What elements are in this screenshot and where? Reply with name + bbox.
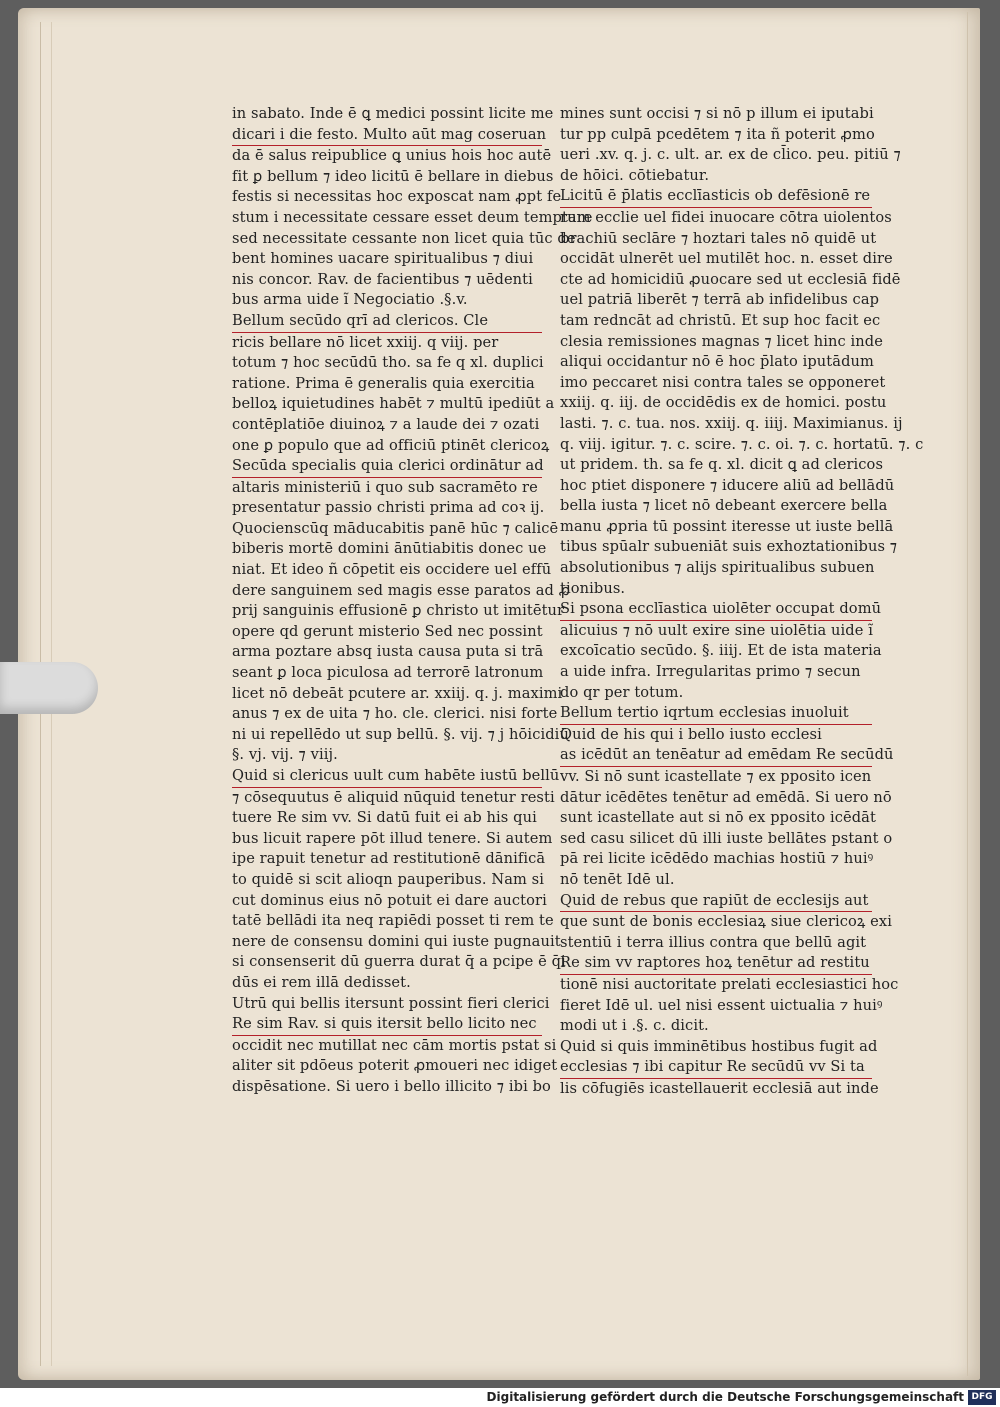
text-line: vv. Si nō sunt icastellate ⁊ ex pposito icen <box>560 768 872 785</box>
text-column-right <box>560 104 924 1100</box>
text-line: tionibus. <box>560 579 626 597</box>
text-line: stum i necessitate cessare esset deum temptare <box>232 208 593 226</box>
text-line: Si psona ecclīastica uiolēter occupat domū <box>560 599 872 621</box>
text-line: si consenserit dū guerra durat q̄ a pcipe ē q̄i <box>232 953 566 971</box>
text-line: biberis mortē domini ānūtiabitis donec ue <box>232 540 547 558</box>
text-line: brachiū seclāre ⁊ hoztari tales nō quidē ut <box>560 229 877 247</box>
text-line: tionē nisi auctoritate prelati ecclesiastici hoc <box>560 975 899 993</box>
text-line: belloꝝ iquietudines habēt ⁊ multū ipediūt a <box>232 395 555 413</box>
text-line: tur pp culpā pcedētem ⁊ ita ñ poterit ꝓmo <box>560 125 875 143</box>
text-line: ut pridem. th. sa fe q. xl. dicit ꝗ ad clericos <box>560 456 884 474</box>
text-line: licet nō debeāt pcutere ar. xxiij. q. j. maximi <box>232 684 563 702</box>
text-line: do qr per totum. <box>560 683 684 701</box>
text-line: presentatur passio christi prima ad coꝛ ij. <box>232 499 545 517</box>
text-line: arma poztare absq iusta causa puta si trā <box>232 643 544 661</box>
book-clip <box>0 662 98 714</box>
text-line: clesia remissiones magnas ⁊ licet hinc inde <box>560 332 883 350</box>
text-line: fieret Idē ul. uel nisi essent uictualia ⁊ huiꝰ <box>560 996 883 1014</box>
text-line: opere qd gerunt misterio Sed nec possint <box>232 622 543 640</box>
text-line: dūs ei rem illā dedisset. <box>232 973 411 991</box>
text-line: ratione. Prima ē generalis quia exercitia <box>232 374 535 392</box>
text-line: anus ⁊ ex de uita ⁊ ho. cle. clerici. nisi forte <box>232 705 558 723</box>
text-line: nis concor. Rav. de facientibus ⁊ uēdenti <box>232 270 533 288</box>
text-line: occidāt ulnerēt uel mutilēt hoc. n. esset dire <box>560 250 893 268</box>
text-line: modi ut i .§. c. dicit. <box>560 1017 709 1035</box>
text-line: Bellum secūdo qrī ad clericos. Cle <box>232 311 542 333</box>
text-line: bus arma uide ĩ Negociatio .§.v. <box>232 291 468 309</box>
text-line: Licitū ē p̄latis ecclīasticis ob defēsionē re <box>560 186 872 208</box>
text-line: da ē salus reipublice ꝗ unius hois hoc autē <box>232 147 552 165</box>
text-line: stentiū i terra illius contra que bellū agit <box>560 933 867 951</box>
text-line: tuere Re sim vv. Si datū fuit ei ab his qui <box>232 809 537 827</box>
page-fore-edge <box>967 12 976 1376</box>
text-line: ipe rapuit tenetur ad restitutionē dānificā <box>232 850 546 868</box>
dfg-logo-icon: DFG <box>968 1390 996 1405</box>
text-line: aliqui occidantur nō ē hoc p̄lato iputādum <box>560 353 874 371</box>
text-line: Quid si quis imminētibus hostibus fugit ad <box>560 1037 878 1055</box>
text-line: Secūda specialis quia clerici ordinātur ad <box>232 456 542 478</box>
text-line: ⁊ cōsequutus ē aliquid nūquid tenetur resti <box>232 788 555 806</box>
text-line: bella iusta ⁊ licet nō debeant exercere bella <box>560 497 888 515</box>
text-line: ricis bellare nō licet xxiij. q viij. per <box>232 333 499 351</box>
text-line: bus licuit rapere pōt illud tenere. Si autem <box>232 829 553 847</box>
text-line: sunt icastellate aut si nō ex pposito icēdāt <box>560 809 876 827</box>
text-line: §. vj. vij. ⁊ viij. <box>232 746 338 764</box>
text-line: to quidē si scit alioqn pauperibus. Nam si <box>232 870 545 888</box>
text-line: totum ⁊ hoc secūdū tho. sa fe q xl. duplici <box>232 354 544 372</box>
text-line: excoīcatio secūdo. §. iiij. Et de ista materia <box>560 642 882 660</box>
text-line: mines sunt occisi ⁊ si nō p illum ei iputabi <box>560 105 874 122</box>
text-line: imo peccaret nisi contra tales se opponeret <box>560 373 886 391</box>
text-line: niat. Et ideo ñ cōpetit eis occidere uel effū <box>232 561 552 579</box>
text-line: occidit nec mutillat nec cām mortis pstat si <box>232 1036 557 1054</box>
text-line: dere sanguinem sed magis esse paratos ad ꝓ <box>232 581 571 599</box>
text-line: bent homines uacare spiritualibus ⁊ diui <box>232 250 534 268</box>
text-line: dispēsatione. Si uero i bello illicito ⁊ ibi bo <box>232 1077 551 1095</box>
text-line: xxiij. q. iij. de occidēdis ex de homici. postu <box>560 394 887 412</box>
text-line: Utrū qui bellis itersunt possint fieri clerici <box>232 994 550 1012</box>
text-line: as icēdūt an tenēatur ad emēdam Re secūdū <box>560 745 872 767</box>
text-line: absolutionibus ⁊ alijs spiritualibus subuen <box>560 559 875 577</box>
text-line: Bellum tertio iqrtum ecclesias inuoluit <box>560 703 872 725</box>
text-line: ueri .xv. q. j. c. ult. ar. ex de cl̄ico. peu. pitiū ⁊ <box>560 146 901 164</box>
text-line: aliter sit pdōeus poterit ꝓmoueri nec idiget <box>232 1057 558 1075</box>
text-line: altaris ministeriū i quo sub sacramēto re <box>232 478 538 496</box>
text-line: hoc ptiet disponere ⁊ iducere aliū ad bellādū <box>560 476 895 494</box>
text-line: uel patriā liberēt ⁊ terrā ab infidelibus cap <box>560 291 880 309</box>
text-line: Re sim Rav. si quis itersit bello licito nec <box>232 1014 542 1036</box>
text-line: cut dominus eius nō potuit ei dare auctori <box>232 891 547 909</box>
text-line: festis si necessitas hoc exposcat nam ꝓpt fe <box>232 188 562 206</box>
text-line: pā rei licite icēdēdo machias hostiū ⁊ huiꝰ <box>560 850 874 868</box>
text-line: Re sim vv raptores hoꝝ tenētur ad restitu <box>560 953 872 975</box>
text-line: dātur icēdētes tenētur ad emēdā. Si uero nō <box>560 788 892 806</box>
text-line: one ꝑ populo que ad officiū ptinēt clericoꝝ <box>232 436 550 454</box>
text-line: Quocienscūq māducabitis panē hūc ⁊ calicē <box>232 519 559 537</box>
text-line: nere de consensu domini qui iuste pugnauit <box>232 932 561 950</box>
text-line: Quid de rebus que rapiūt de ecclesijs aut <box>560 891 872 913</box>
text-line: q. viij. igitur. ⁊. c. scire. ⁊. c. oi. ⁊. c. hortatū. ⁊. c <box>560 435 924 453</box>
text-line: cte ad homicidiū ꝓuocare sed ut ecclesiā fidē <box>560 270 901 288</box>
text-line: seant ꝑ loca piculosa ad terrorē latronum <box>232 664 544 682</box>
text-line: tatē bellādi ita neq rapiēdi posset ti rem te <box>232 912 554 930</box>
text-line: Quid si clericus uult cum habēte iustū bellū <box>232 766 542 788</box>
text-line: lis cōfugiēs icastellauerit ecclesiā aut inde <box>560 1079 879 1097</box>
text-line: ecclesias ⁊ ibi capitur Re secūdū vv Si ta <box>560 1057 872 1079</box>
text-line: ni ui repellēdo ut sup bellū. §. vij. ⁊ j hōicidiū <box>232 725 569 743</box>
text-line: in sabato. Inde ē ꝗ medici possint licite me <box>232 105 554 122</box>
text-line: fit ꝑ bellum ⁊ ideo licitū ē bellare in diebus <box>232 167 554 185</box>
funding-credit: Digitalisierung gefördert durch die Deutsche Forschungsgemeinschaft <box>486 1390 964 1404</box>
text-line: lasti. ⁊. c. tua. nos. xxiij. q. iiij. Maximianus. ij <box>560 414 903 432</box>
text-line: nō tenēt Idē ul. <box>560 870 675 888</box>
text-line: a uide infra. Irregularitas primo ⁊ secun <box>560 663 861 681</box>
text-line: sed casu silicet dū illi iuste bellātes pstant o <box>560 829 893 847</box>
text-line: prij sanguinis effusionē ꝑ christo ut imitētur <box>232 602 565 620</box>
text-line: Quid de his qui i bello iusto ecclesi <box>560 725 822 743</box>
text-line: sed necessitate cessante non licet quia tūc de <box>232 229 576 247</box>
text-line: alicuius ⁊ nō uult exire sine uiolētia uide ĩ <box>560 621 873 639</box>
text-line: rum ecclie uel fidei inuocare cōtra uiolentos <box>560 208 892 226</box>
text-line: tam redncāt ad christū. Et sup hoc facit ec <box>560 311 881 329</box>
text-line: de hōici. cōtiebatur. <box>560 166 710 184</box>
text-line: tibus spūalr subueniāt suis exhoztationibus ⁊ <box>560 538 898 556</box>
text-line: dicari i die festo. Multo aūt mag coseruan <box>232 125 542 147</box>
credit-bar <box>0 1388 1000 1407</box>
text-line: manu ꝓpria tū possint iteresse ut iuste bellā <box>560 517 894 535</box>
text-line: contēplatiōe diuinoꝝ ⁊ a laude dei ⁊ ozati <box>232 415 540 433</box>
text-line: que sunt de bonis ecclesiaꝝ siue clericoꝝ exi <box>560 913 892 931</box>
